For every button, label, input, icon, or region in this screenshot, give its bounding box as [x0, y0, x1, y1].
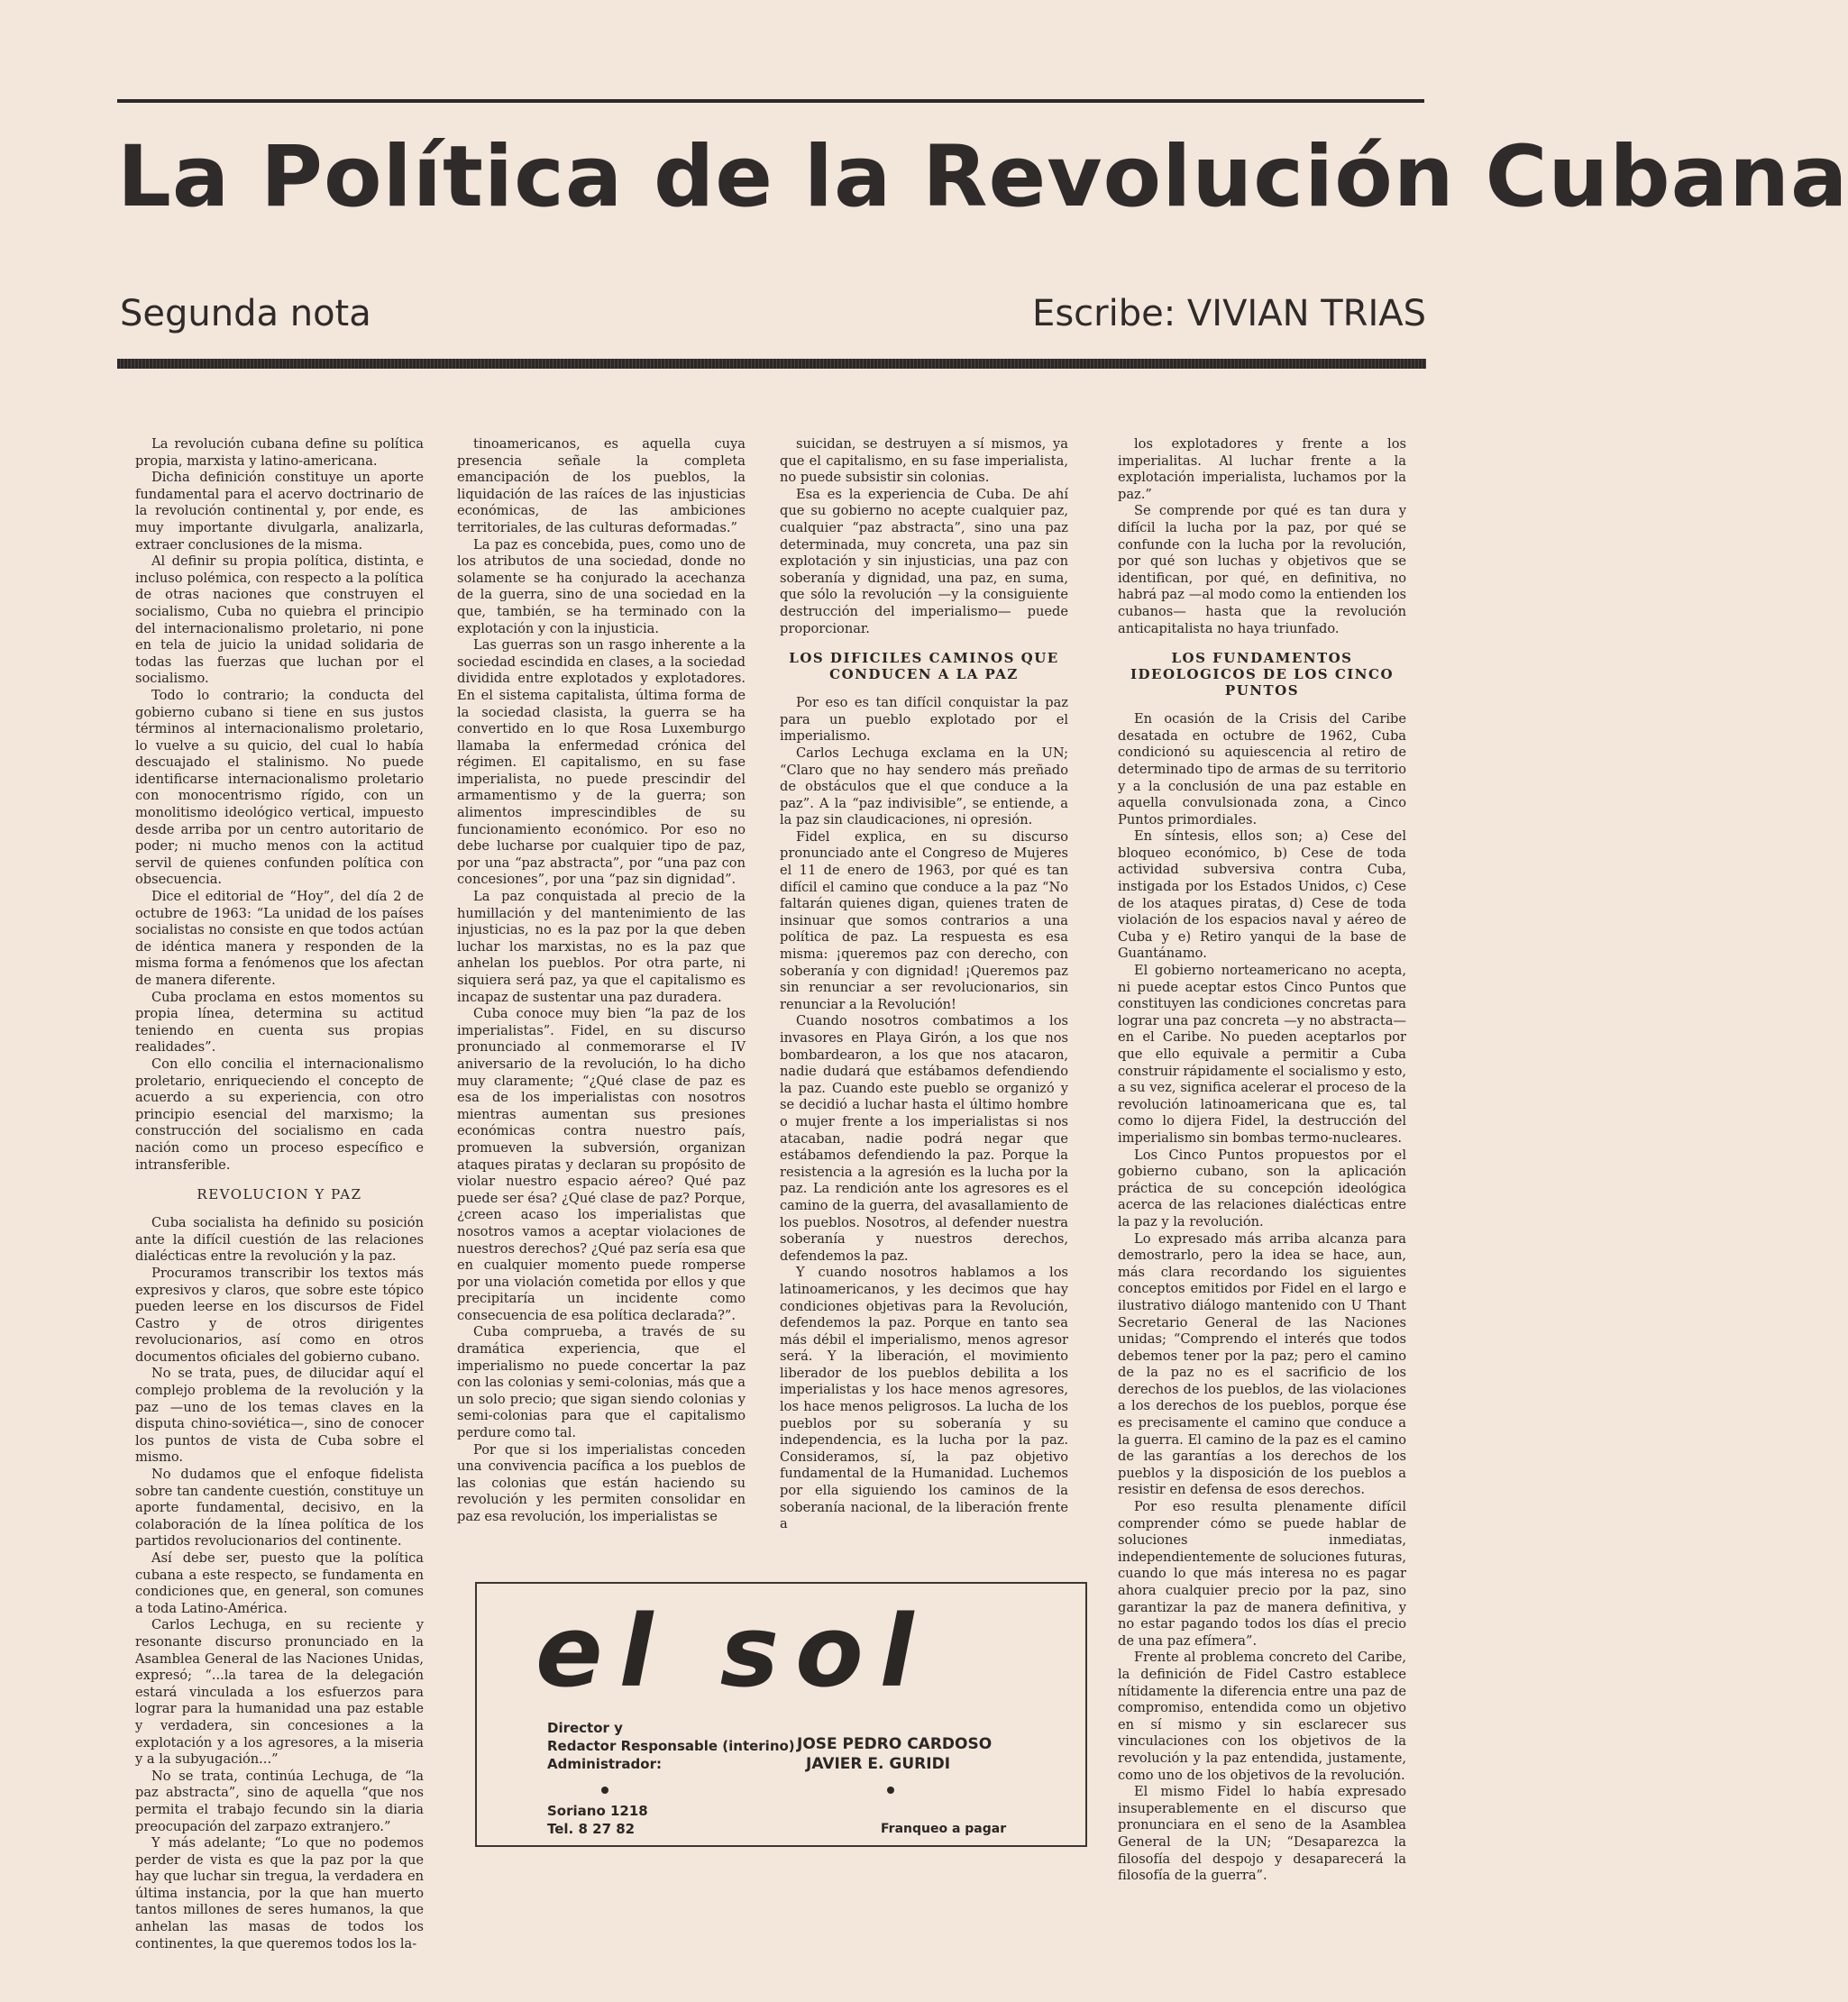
- paragraph: Dicha definición constituye un aporte fundamental para el acervo doctrinario de la revolución continental y, por ende, es muy importante divulgarla, analizarla, extraer conclusiones de la misma.: [135, 470, 424, 553]
- paragraph: No se trata, continúa Lechuga, de “la paz abstracta”, sino de aquella “que nos permita el trabajo fecundo sin la diaria preocupación del zarpazo extranjero.”: [135, 1768, 424, 1834]
- paragraph: Por eso resulta plenamente difícil comprender cómo se puede hablar de soluciones inmediatas, independientemente de soluciones futuras, cuando lo que más interesa no es pagar ahora cualquier precio por la paz, sino garantizar la paz de manera definitiva, y no estar pagando todos los días el precio de una paz efímera”.: [1118, 1499, 1406, 1649]
- paragraph: No dudamos que el enfoque fidelista sobre tan candente cuestión, constituye un aporte fundamental, decisivo, en la colaboración de la línea política de los partidos revolucionarios del continente.: [135, 1467, 424, 1549]
- paragraph: Cuando nosotros combatimos a los invasores en Playa Girón, a los que nos bombardearon, a los que nos atacaron, nadie dudará que estábamos defendiendo la paz. Cuando este pueblo se organizó y se decidió a luchar hasta el último hombre o mujer frente a los imperialistas si nos atacaban, nadie podrá negar que estábamos defendiendo la paz. Porque la resistencia a la agresión es la lucha por la paz. La rendición ante los agresores es el camino de la guerra, del avasallamiento de los pueblos. Nosotros, al defender nuestra soberanía y nuestros derechos, defendemos la paz.: [780, 1013, 1068, 1264]
- admin-name: JAVIER E. GURIDI: [806, 1755, 951, 1773]
- paragraph: Todo lo contrario; la conducta del gobierno cubano si tiene en sus justos términos al internacionalismo proletario, lo vuelve a su quicio, del cual lo había descuajado el stalinismo. No puede identificarse internacionalismo proletario con monocentrismo rígido, con un monolitismo ideológico vertical, impuesto desde arriba por un centro autoritario de poder; ni mucho menos con la actitud servil de quienes confunden política con obsecuencia.: [135, 687, 424, 888]
- el-sol-logo: el sol: [535, 1594, 930, 1709]
- paragraph: El mismo Fidel lo había expresado insuperablemente en el discurso que pronunciara en el seno de la Asamblea General de la UN; “Desaparezca la filosofía del despojo y desaparecerá la filosofía de la guerra”.: [1118, 1784, 1406, 1884]
- newspaper-masthead-box: [475, 1582, 1087, 1847]
- paragraph: Carlos Lechuga exclama en la UN; “Claro que no hay sendero más preñado de obstáculos que el que conduce a la paz”. A la “paz indivisible”, se entiende, a la paz sin claudicaciones, ni opresión.: [780, 745, 1068, 828]
- section-heading: LOS DIFICILES CAMINOS QUE CONDUCEN A LA PAZ: [789, 650, 1059, 683]
- title-rule: [117, 359, 1426, 369]
- paragraph: El gobierno norteamericano no acepta, ni puede aceptar estos Cinco Puntos que constituyen las condiciones concretas para lograr una paz concreta —y no abstracta— en el Caribe. No pueden aceptarlos por que ello equivale a permitir a Cuba construir rápidamente el socialismo y esto, a su vez, significa acelerar el proceso de la revolución latinoamericana que es, tal como lo dijera Fidel, la destrucción del imperialismo sin bombas termo-nucleares.: [1118, 963, 1406, 1146]
- paragraph: Y más adelante; “Lo que no podemos perder de vista es que la paz por la que hay que luchar sin tregua, la verdadera en última instancia, por la que han muerto tantos millones de seres humanos, la que anhelan las masas de todos los continentes, la que queremos todos los la-: [135, 1835, 424, 1952]
- paragraph: Esa es la experiencia de Cuba. De ahí que su gobierno no acepte cualquier paz, cualquier “paz abstracta”, sino una paz determinada, muy concreta, una paz sin explotación y sin injusticias, una paz con soberanía y dignidad, una paz, en suma, que sólo la revolución —y la consiguiente destrucción del imperialismo— puede proporcionar.: [780, 486, 1068, 636]
- director-label: Director y: [547, 1720, 623, 1736]
- top-rule: [117, 99, 1424, 103]
- text-column-4: [1118, 436, 1406, 1906]
- paragraph: Cuba socialista ha definido su posición ante la difícil cuestión de las relaciones dialécticas entre la revolución y la paz.: [135, 1215, 424, 1265]
- paragraph: Con ello concilia el internacionalismo proletario, enriqueciendo el concepto de acuerdo a su experiencia, con otro principio esencial del marxismo; la construcción del socialismo en cada nación como un proceso específico e intransferible.: [135, 1056, 424, 1173]
- paragraph: Procuramos transcribir los textos más expresivos y claros, que sobre este tópico pueden leerse en los discursos de Fidel Castro y de otros dirigentes revolucionarios, así como en otros documentos oficiales del gobierno cubano.: [135, 1265, 424, 1365]
- paragraph: Y cuando nosotros hablamos a los latinoamericanos, y les decimos que hay condiciones objetivas para la Revolución, defendemos la paz. Porque en tanto sea más débil el imperialismo, menos agresor será. Y la liberación, el movimiento liberador de los pueblos debilita a los imperialistas y los hace menos agresores, los hace menos peligrosos. La lucha de los pueblos por su soberanía y su independencia, es la lucha por la paz. Consideramos, sí, la paz objetivo fundamental de la Humanidad. Luchemos por ella siguiendo los caminos de la soberanía nacional, de la liberación frente a: [780, 1265, 1068, 1532]
- paragraph: La revolución cubana define su política propia, marxista y latino-americana.: [135, 436, 424, 469]
- paragraph: tinoamericanos, es aquella cuya presencia señale la completa emancipación de los pueblos, la liquidación de las raíces de las injusticias económicas, de las ambiciones territoriales, de las culturas deformadas.”: [457, 436, 746, 535]
- paragraph: En ocasión de la Crisis del Caribe desatada en octubre de 1962, Cuba condicionó su aquiescencia al retiro de determinado tipo de armas de su territorio y a la conclusión de una paz estable en aquella convulsionada zona, a Cinco Puntos primordiales.: [1118, 711, 1406, 827]
- paragraph: suicidan, se destruyen a sí mismos, ya que el capitalismo, en su fase imperialista, no puede subsistir sin colonias.: [780, 436, 1068, 486]
- paragraph: Cuba proclama en estos momentos su propia línea, determina su actitud teniendo en cuenta sus propias realidades”.: [135, 989, 424, 1056]
- address: Soriano 1218: [547, 1803, 648, 1819]
- paragraph: Fidel explica, en su discurso pronunciado ante el Congreso de Mujeres el 11 de enero de 1963, por qué es tan difícil el camino que conduce a la paz “No faltarán quienes digan, quienes traten de insinuar que somos contrarios a una política de paz. La respuesta es esa misma: ¡queremos paz con derecho, con soberanía y con dignidad! ¡Queremos paz sin renunciar a ser revolucionarios, sin renunciar a la Revolución!: [780, 828, 1068, 1012]
- paragraph: Por que si los imperialistas conceden una convivencia pacífica a los pueblos de las colonias que están haciendo su revolución y les permiten consolidar en paz esa revolución, los imperialistas se: [457, 1441, 746, 1524]
- phone: Tel. 8 27 82: [547, 1821, 636, 1837]
- section-heading: REVOLUCION Y PAZ: [197, 1186, 362, 1203]
- article-subtitle: Segunda nota: [120, 293, 371, 334]
- admin-label: Administrador:: [547, 1756, 662, 1772]
- paragraph: Carlos Lechuga, en su reciente y resonante discurso pronunciado en la Asamblea General de las Naciones Unidas, expresó; “...la tarea de la delegación estará vinculada a los esfuerzos para lograr para la humanidad una paz estable y verdadera, sin concesiones a la explotación y a los agresores, a la miseria y a la subyugación...”: [135, 1617, 424, 1768]
- paragraph: La paz es concebida, pues, como uno de los atributos de una sociedad, donde no solamente se ha conjurado la acechanza de la guerra, sino de una sociedad en la que, también, se ha terminado con la explotación y con la injusticia.: [457, 536, 746, 636]
- paragraph: Se comprende por qué es tan dura y difícil la lucha por la paz, por qué se confunde con la lucha por la revolución, por qué son luchas y objetivos que se identifican, por qué, en definitiva, no habrá paz —al modo como la entienden los cubanos— hasta que la revolución anticapitalista no haya triunfado.: [1118, 503, 1406, 636]
- bullet-icon: [887, 1787, 894, 1794]
- redactor-name: JOSE PEDRO CARDOSO: [797, 1735, 993, 1753]
- section-heading: LOS FUNDAMENTOS IDEOLOGICOS DE LOS CINCO PUNTOS: [1130, 650, 1395, 699]
- bullet-icon: [601, 1787, 608, 1794]
- redactor-label: Redactor Responsable (interino): [547, 1738, 795, 1754]
- paragraph: Al definir su propia política, distinta, e incluso polémica, con respecto a la política de otras naciones que construyen el socialismo, Cuba no quiebra el principio del internacionalismo proletario, ni pone en tela de juicio la unidad solidaria de todas las fuerzas que luchan por el socialismo.: [135, 553, 424, 687]
- paragraph: No se trata, pues, de dilucidar aquí el complejo problema de la revolución y la paz —uno de los temas claves en la disputa chino-soviética—, sino de conocer los puntos de vista de Cuba sobre el mismo.: [135, 1366, 424, 1466]
- paragraph: Por eso es tan difícil conquistar la paz para un pueblo explotado por el imperialismo.: [780, 695, 1068, 745]
- text-column-1: [135, 436, 424, 1952]
- text-column-3: [780, 436, 1068, 1532]
- postage-note: Franqueo a pagar: [881, 1822, 1007, 1836]
- paragraph: La paz conquistada al precio de la humillación y del mantenimiento de las injusticias, no es la paz por la que deben luchar los marxistas, no es la paz que anhelan los pueblos. Por otra parte, ni siquiera será paz, ya que el capitalismo es incapaz de sustentar una paz duradera.: [457, 889, 746, 1005]
- paragraph: En síntesis, ellos son; a) Cese del bloqueo económico, b) Cese de toda actividad subversiva contra Cuba, instigada por los Estados Unidos, c) Cese de los ataques piratas, d) Cese de toda violación de los espacios naval y aéreo de Cuba y e) Retiro yanqui de la base de Guantánamo.: [1118, 828, 1406, 962]
- paragraph: Lo expresado más arriba alcanza para demostrarlo, pero la idea se hace, aun, más clara recordando los siguientes conceptos emitidos por Fidel en el largo e ilustrativo diálogo mantenido con U Thant Secretario General de las Naciones unidas; “Comprendo el interés que todos debemos tener por la paz; pero el camino de la paz no es el sacrificio de los derechos de los pueblos, de las violaciones a los derechos de los pueblos, porque ése es precisamente el camino que conduce a la guerra. El camino de la paz es el camino de las garantías a los derechos de los pueblos y la disposición de los pueblos a resistir en defensa de esos derechos.: [1118, 1230, 1406, 1498]
- paragraph: Así debe ser, puesto que la política cubana a este respecto, se fundamenta en condiciones que, en general, son comunes a toda Latino-América.: [135, 1550, 424, 1616]
- paragraph: Las guerras son un rasgo inherente a la sociedad escindida en clases, a la sociedad dividida entre explotados y explotadores. En el sistema capitalista, última forma de la sociedad clasista, la guerra se ha convertido en lo que Rosa Luxemburgo llamaba la enfermedad crónica del régimen. El capitalismo, en su fase imperialista, no puede prescindir del armamentismo y de la guerra; son alimentos imprescindibles de su funcionamiento económico. Por eso no debe lucharse por cualquier tipo de paz, por una “paz abstracta”, por “una paz con concesiones”, por una “paz sin dignidad”.: [457, 637, 746, 888]
- article-byline: Escribe: VIVIAN TRIAS: [1032, 293, 1426, 334]
- paragraph: Cuba comprueba, a través de su dramática experiencia, que el imperialismo no puede concertar la paz con las colonias y semi-colonias, más que a un solo precio; que sigan siendo colonias y semi-colonias para que el capitalismo perdure como tal.: [457, 1324, 746, 1441]
- text-column-2: [457, 436, 746, 1524]
- paragraph: Cuba conoce muy bien “la paz de los imperialistas”. Fidel, en su discurso pronunciado al conmemorarse el IV aniversario de la revolución, lo ha dicho muy claramente; “¿Qué clase de paz es esa de los imperialistas con nosotros mientras aumentan sus presiones económicas contra nuestro país, promueven la subversión, organizan ataques piratas y declaran su propósito de violar nuestro espacio aéreo? Qué paz puede ser ésa? ¿Qué clase de paz? Porque, ¿creen acaso los imperialistas que nosotros vamos a aceptar violaciones de nuestros derechos? ¿Qué paz sería esa que en cualquier momento puede romperse por una violación cometida por ellos y que precipitaría un incidente como consecuencia de esa política declarada?”.: [457, 1006, 746, 1323]
- paragraph: los explotadores y frente a los imperialitas. Al luchar frente a la explotación imperialista, luchamos por la paz.”: [1118, 436, 1406, 502]
- article-title: La Política de la Revolución Cubana: [117, 128, 1848, 226]
- paragraph: Frente al problema concreto del Caribe, la definición de Fidel Castro establece nítidamente la diferencia entre una paz de compromiso, entendida como un objetivo en sí mismo y sin esclarecer sus vinculaciones con los objetivos de la revolución y la paz entendida, justamente, como uno de los objetivos de la revolución.: [1118, 1650, 1406, 1783]
- paragraph: Dice el editorial de “Hoy”, del día 2 de octubre de 1963: “La unidad de los países socialistas no consiste en que todos actúan de idéntica manera y responden de la misma forma a fenómenos que los afectan de manera diferente.: [135, 889, 424, 988]
- paragraph: Los Cinco Puntos propuestos por el gobierno cubano, son la aplicación práctica de su concepción ideológica acerca de las relaciones dialécticas entre la paz y la revolución.: [1118, 1147, 1406, 1230]
